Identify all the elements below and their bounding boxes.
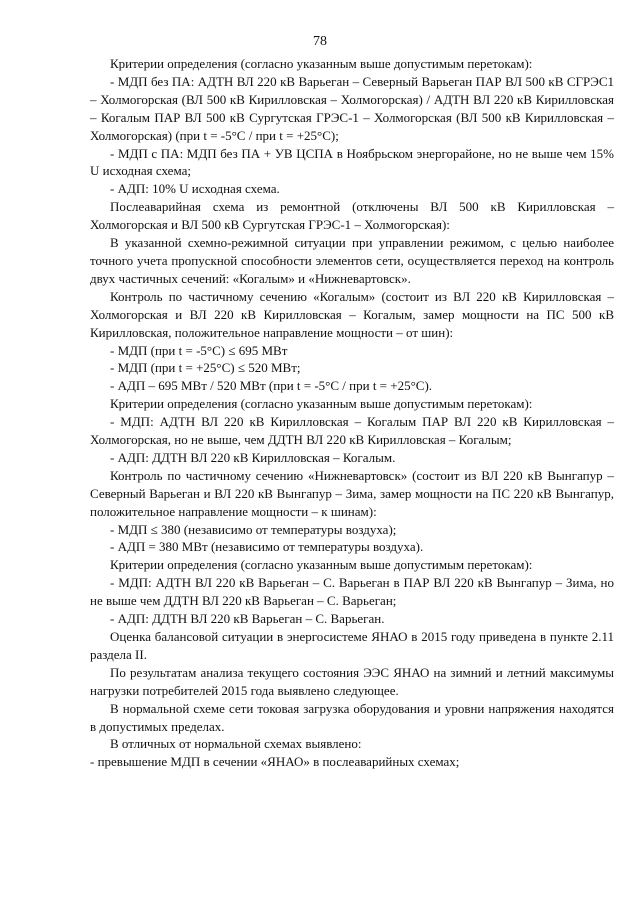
paragraph: Критерии определения (согласно указанным выше допустимым перетокам): bbox=[110, 396, 533, 412]
paragraph: - МДП: АДТН ВЛ 220 кВ Кирилловская – Когалым ПАР ВЛ 220 кВ Кирилловская – Холмогорская, но не выше, чем ДДТН ВЛ 220 кВ Кирилловская – Когалым; bbox=[90, 414, 614, 448]
paragraph: - АДП: ДДТН ВЛ 220 кВ Варьеган – С. Варьеган. bbox=[110, 611, 385, 627]
paragraph: - АДП = 380 МВт (независимо от температуры воздуха). bbox=[110, 539, 424, 555]
paragraph: - превышение МДП в сечении «ЯНАО» в послеаварийных схемах; bbox=[90, 754, 460, 770]
paragraph: В отличных от нормальной схемах выявлено: bbox=[110, 736, 362, 752]
paragraph: Критерии определения (согласно указанным выше допустимым перетокам): bbox=[110, 56, 533, 71]
paragraph: Оценка балансовой ситуации в энергосистеме ЯНАО в 2015 году приведена в пункте 2.11 раздела II. bbox=[90, 629, 614, 662]
paragraph: - АДП: 10% U исходная схема. bbox=[110, 181, 280, 197]
document-body bbox=[90, 55, 614, 771]
paragraph: Послеаварийная схема из ремонтной (отключены ВЛ 500 кВ Кирилловская – Холмогорская и ВЛ 500 кВ Сургутская ГРЭС-1 – Холмогорская): bbox=[90, 199, 614, 233]
paragraph: В нормальной схеме сети токовая загрузка оборудования и уровни напряжения находятся в допустимых пределах. bbox=[90, 700, 614, 734]
paragraph: - МДП: АДТН ВЛ 220 кВ Варьеган – С. Варьеган в ПАР ВЛ 220 кВ Вынгапур – Зима, но не выше чем ДДТН ВЛ 220 кВ Варьеган – С. Варьеган; bbox=[90, 575, 614, 609]
paragraph: - МДП без ПА: АДТН ВЛ 220 кВ Варьеган – Северный Варьеган ПАР ВЛ 500 кВ СГРЭС1 – Холмогорская (ВЛ 500 кВ Кирилловская – Холмогорская) / АДТН ВЛ 220 кВ Кирилловская – Когалым ПАР ВЛ 500 кВ Сургутская ГРЭС-1 – Холмогорская (ВЛ 500 кВ Кирилловская – Холмогорская) (при t = -5°C / при t = +25°C); bbox=[90, 73, 614, 143]
page-number: 78 bbox=[313, 34, 327, 49]
paragraph: В указанной схемно-режимной ситуации при управлении режимом, с целью наиболее точного учета пропускной способности элементов сети, осуществляется переход на контроль двух частичных сечений: «Когалым» и «Нижневартовск». bbox=[90, 235, 614, 286]
paragraph: Контроль по частичному сечению «Когалым» (состоит из ВЛ 220 кВ Кирилловская – Холмогорская и ВЛ 220 кВ Кирилловская – Когалым, замер мощности на ПС 500 кВ Кирилловская, положительное направление мощности – от шин): bbox=[90, 288, 614, 340]
paragraph: - АДП: ДДТН ВЛ 220 кВ Кирилловская – Когалым. bbox=[110, 449, 396, 465]
paragraph: - МДП (при t = +25°C) ≤ 520 МВт; bbox=[110, 360, 301, 376]
paragraph: Критерии определения (согласно указанным выше допустимым перетокам): bbox=[110, 557, 533, 573]
paragraph: По результатам анализа текущего состояния ЭЭС ЯНАО на зимний и летний максимумы нагрузки потребителей 2015 года выявлено следующее. bbox=[90, 664, 614, 698]
paragraph: - МДП ≤ 380 (независимо от температуры воздуха); bbox=[110, 521, 397, 537]
paragraph: - МДП (при t = -5°C) ≤ 695 МВт bbox=[110, 342, 288, 358]
paragraph: Контроль по частичному сечению «Нижневартовск» (состоит из ВЛ 220 кВ Вынгапур – Северный Варьеган и ВЛ 220 кВ Вынгапур – Зима, замер мощности на ПС 220 кВ Вынгапур, положительное направление мощности – к шинам): bbox=[90, 467, 614, 519]
paragraph: - МДП с ПА: МДП без ПА + УВ ЦСПА в Ноябрьском энергорайоне, но не выше чем 15% U исходная схема; bbox=[90, 145, 614, 179]
paragraph: - АДП – 695 МВт / 520 МВт (при t = -5°C / при t = +25°C). bbox=[110, 378, 433, 394]
